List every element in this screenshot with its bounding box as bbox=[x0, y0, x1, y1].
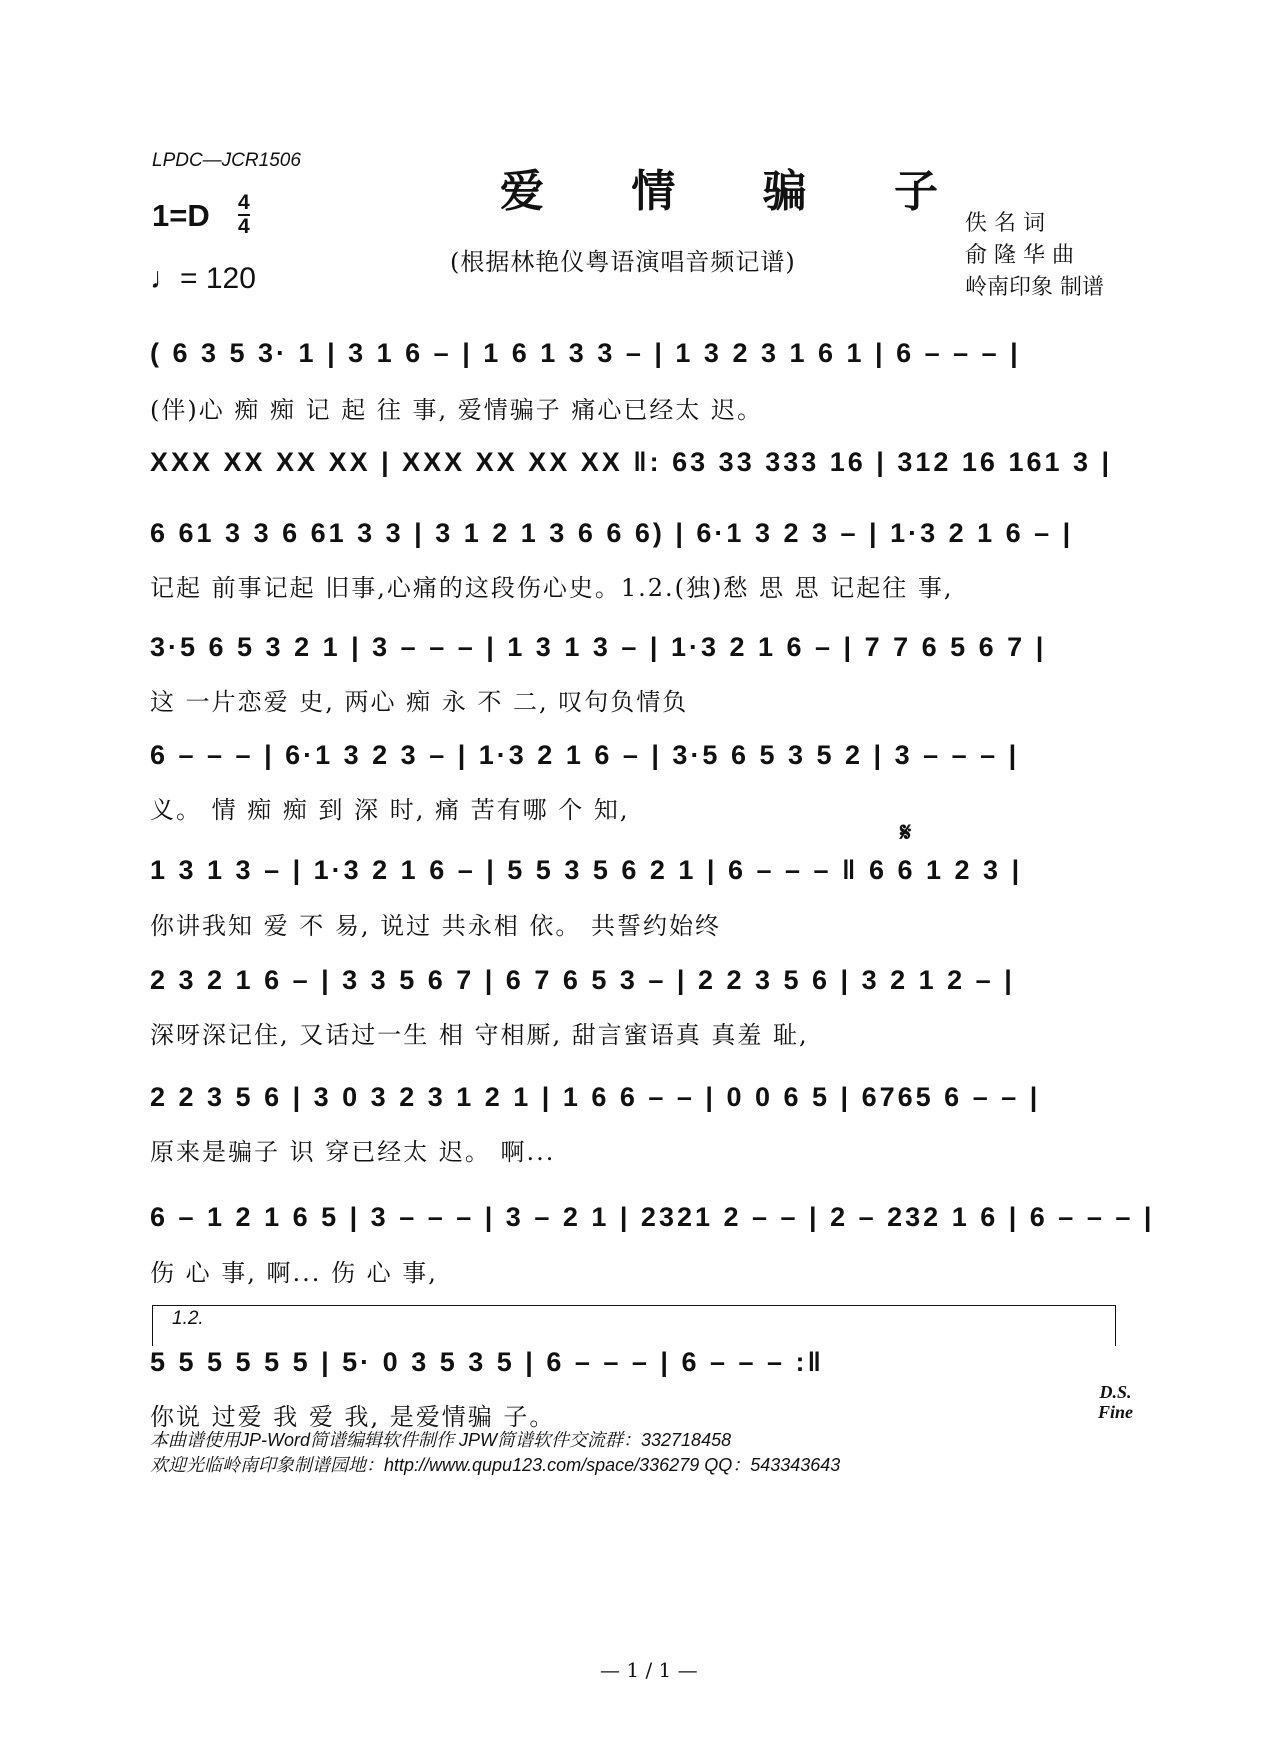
lyrics-row: 伤 心 事, 啊... 伤 心 事, bbox=[150, 1259, 438, 1287]
notation-row: 1 3 1 3 – | 1·3 2 1 6 – | 5 5 3 5 6 2 1 | 6 – – – ‖ 6 6 1 2 3 | bbox=[150, 855, 1023, 885]
lyrics-row: 这 一片恋爱 史, 两心 痴 永 不 二, 叹句负情负 bbox=[150, 688, 689, 716]
notation-row: 3·5 6 5 3 2 1 | 3 – – – | 1 3 1 3 – | 1·3 2 1 6 – | 7 7 6 5 6 7 | bbox=[150, 632, 1047, 662]
lyrics-row: 你讲我知 爱 不 易, 说过 共永相 依。 共誓约始终 bbox=[150, 912, 722, 940]
notation-row: 5 5 5 5 5 5 | 5· 0 3 5 3 5 | 6 – – – | 6 – – – :‖ bbox=[150, 1347, 824, 1377]
song-title: 爱 情 骗 子 bbox=[500, 166, 974, 217]
composer-credit: 俞 隆 华 曲 bbox=[965, 243, 1074, 268]
notation-row: 2 2 3 5 6 | 3 0 3 2 3 1 2 1 | 1 6 6 – – | 0 0 6 5 | 6765 6 – – | bbox=[150, 1082, 1041, 1112]
notation-row: 6 – 1 2 1 6 5 | 3 – – – | 3 – 2 1 | 2321 2 – – | 2 – 232 1 6 | 6 – – – | bbox=[150, 1202, 1155, 1232]
notation-row: ( 6 3 5 3· 1 | 3 1 6 – | 1 6 1 3 3 – | 1 3 2 3 1 6 1 | 6 – – – | bbox=[150, 338, 1021, 368]
lyrics-row: (伴)心 痴 痴 记 起 往 事, 爱情骗子 痛心已经太 迟。 bbox=[150, 396, 764, 424]
footer-line-2: 欢迎光临岭南印象制谱园地：http://www.qupu123.com/space/336279 QQ：543343643 bbox=[150, 1455, 841, 1475]
key-signature: 1=D bbox=[152, 198, 210, 233]
time-signature bbox=[238, 192, 250, 238]
notation-row: XXX XX XX XX | XXX XX XX XX ‖: 63 33 333 16 | 312 16 161 3 | bbox=[150, 447, 1113, 477]
score-code: LPDC—JCR1506 bbox=[152, 150, 301, 171]
footer-line-1: 本曲谱使用JP-Word简谱编辑软件制作 JPW简谱软件交流群：332718458 bbox=[150, 1430, 732, 1450]
volta-label: 1.2. bbox=[172, 1308, 204, 1329]
lyricist-credit: 佚 名 词 bbox=[965, 211, 1045, 236]
lyrics-row: 你说 过爱 我 爱 我, 是爱情骗 子。 bbox=[150, 1403, 556, 1431]
notation-row: 6 – – – | 6·1 3 2 3 – | 1·3 2 1 6 – | 3·5 6 5 3 5 2 | 3 – – – | bbox=[150, 740, 1020, 770]
time-sig-bottom: 4 bbox=[238, 215, 250, 238]
subtitle: (根据林艳仪粤语演唱音频记谱) bbox=[450, 248, 796, 276]
lyrics-row: 记起 前事记起 旧事,心痛的这段伤心史。1.2.(独)愁 思 思 记起往 事, bbox=[150, 574, 954, 602]
notation-row: 2 3 2 1 6 – | 3 3 5 6 7 | 6 7 6 5 3 – | 2 2 3 5 6 | 3 2 1 2 – | bbox=[150, 965, 1015, 995]
lyrics-row: 义。 情 痴 痴 到 深 时, 痛 苦有哪 个 知, bbox=[150, 796, 630, 824]
lyrics-row: 原来是骗子 识 穿已经太 迟。 啊... bbox=[150, 1138, 556, 1166]
segno-sign: 𝄋 bbox=[900, 818, 912, 848]
tempo-mark: ♩= 120 bbox=[150, 262, 256, 295]
notation-row: 6 61 3 3 6 61 3 3 | 3 1 2 1 3 6 6 6) | 6·1 3 2 3 – | 1·3 2 1 6 – | bbox=[150, 518, 1074, 548]
ds-fine-mark bbox=[1098, 1382, 1133, 1422]
footer bbox=[150, 1428, 840, 1478]
time-sig-top: 4 bbox=[238, 191, 250, 214]
arranger-credit: 岭南印象 制谱 bbox=[965, 275, 1104, 300]
volta-bracket bbox=[152, 1305, 1116, 1346]
lyrics-row: 深呀深记住, 又话过一生 相 守相厮, 甜言蜜语真 真羞 耻, bbox=[150, 1021, 809, 1049]
credits bbox=[965, 208, 1104, 304]
ds-label: D.S. bbox=[1099, 1382, 1132, 1402]
fine-label: Fine bbox=[1098, 1402, 1134, 1422]
page-number: — 1 / 1 — bbox=[600, 1658, 698, 1682]
